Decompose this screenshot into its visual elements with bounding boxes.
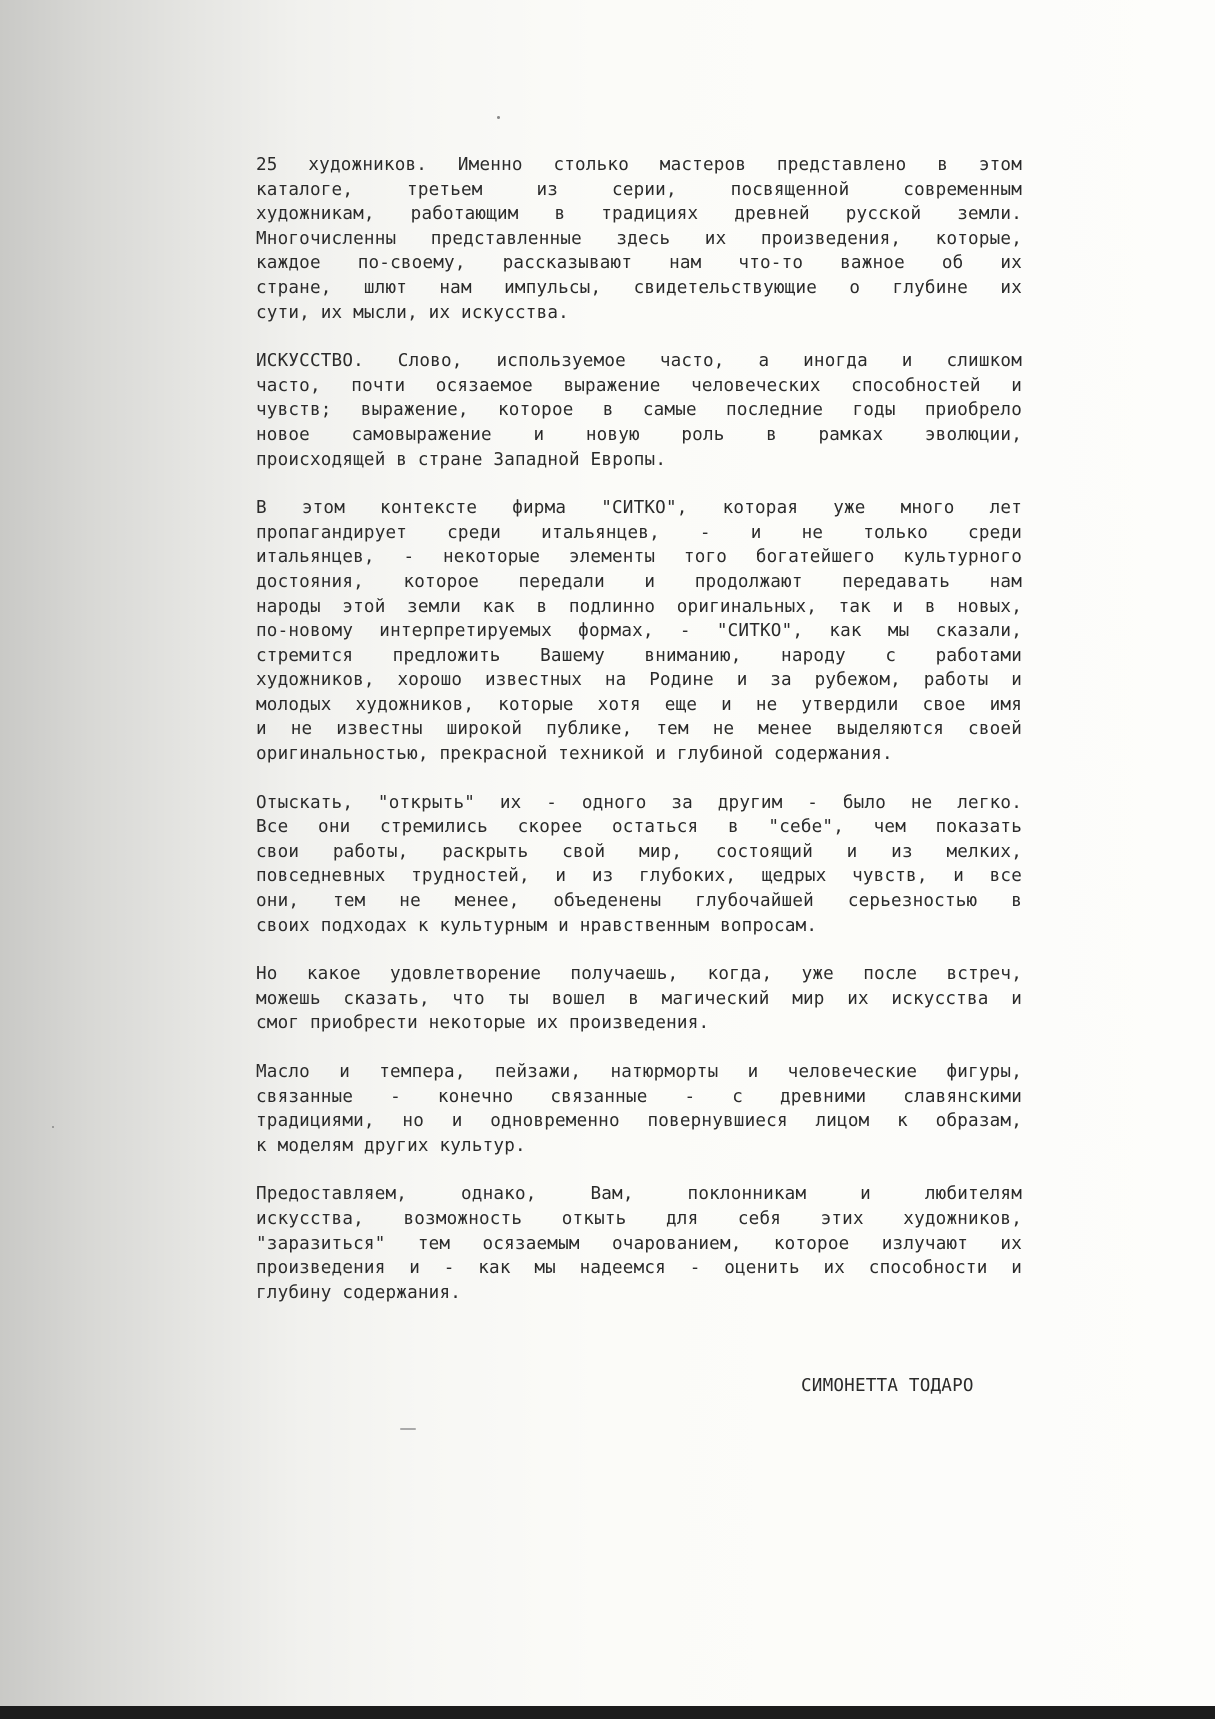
text-line: "заразиться" тем осязаемым очарованием, которое излучают их (256, 1233, 1022, 1254)
text-line: Масло и темпера, пейзажи, натюрморты и человеческие фигуры, (256, 1062, 1022, 1082)
text-line: и не известны широкой публике, тем не менее выделяются своей (256, 719, 1022, 740)
text-line: чувств; выражение, которое в самые последние годы приобрело (256, 400, 1022, 421)
text-line: народы этой земли как в подлинно оригинальных, так и в новых, (256, 596, 1022, 617)
text-line: 25 художников. Именно столько мастеров представлено в этом (256, 155, 1022, 175)
text-line: Все они стремились скорее остаться в "себе", чем показать (256, 817, 1022, 838)
signature: СИМОНЕТТА ТОДАРО (801, 1376, 974, 1396)
text-line: новое самовыражение и новую роль в рамках эволюции, (256, 424, 1022, 445)
text-line: произведения и - как мы надеемся - оценить их способности и (256, 1258, 1022, 1279)
text-line: молодых художников, которые хотя еще и не утвердили свое имя (256, 694, 1022, 715)
text-line: Но какое удовлетворение получаешь, когда, уже после встреч, (256, 964, 1022, 985)
text-line: к моделям других культур. (256, 1135, 526, 1156)
text-line: художников, хорошо известных на Родине и за рубежом, работы и (256, 670, 1022, 691)
text-line: В этом контексте фирма "СИТКО", которая уже много лет (256, 498, 1022, 519)
text-line: Предоставляем, однако, Вам, поклонникам и любителям (256, 1184, 1022, 1205)
text-line: традициями, но и одновременно повернувшиеся лицом к образам, (256, 1111, 1022, 1132)
text-line: они, тем не менее, объеденены глубочайшей серьезностью в (256, 891, 1022, 912)
text-line: часто, почти осязаемое выражение человеческих способностей и (256, 375, 1022, 396)
text-line: Многочисленны представленные здесь их произведения, которые, (256, 228, 1022, 249)
text-line: стремится предложить Вашему вниманию, народу с работами (256, 645, 1022, 666)
text-line: смог приобрести некоторые их произведения. (256, 1013, 710, 1034)
text-line: глубину содержания. (256, 1282, 462, 1303)
text-line: повседневных трудностей, и из глубоких, щедрых чувств, и все (256, 866, 1022, 887)
text-line: своих подходах к культурным и нравственным вопросам. (256, 915, 818, 936)
text-line: по-новому интерпретируемых формах, - "СИТКО", как мы сказали, (256, 621, 1022, 642)
paragraph (256, 962, 1022, 1036)
paragraph (256, 349, 1022, 472)
text-line: свои работы, раскрыть свой мир, состоящий и из мелких, (256, 841, 1022, 862)
text-line: каждое по-своему, рассказывают нам что-то важное об их (256, 253, 1022, 274)
text-line: ИСКУССТВО. Слово, используемое часто, а иногда и слишком (256, 351, 1022, 372)
paragraph (256, 153, 1022, 325)
paragraph (256, 1060, 1022, 1158)
scanner-edge (0, 1706, 1215, 1719)
text-line: можешь сказать, что ты вошел в магический мир их искусства и (256, 988, 1022, 1009)
text-line: итальянцев, - некоторые элементы того богатейшего культурного (256, 547, 1022, 568)
paragraph (256, 496, 1022, 767)
text-line: происходящей в стране Западной Европы. (256, 449, 667, 470)
text-line: художникам, работающим в традициях древней русской земли. (256, 204, 1022, 225)
text-line: каталоге, третьем из серии, посвященной современным (256, 179, 1022, 200)
text-line: оригинальностью, прекрасной техникой и глубиной содержания. (256, 744, 893, 765)
text-line: сути, их мысли, их искусства. (256, 302, 569, 323)
body-text (256, 153, 1022, 1329)
paragraph (256, 1182, 1022, 1305)
text-line: связанные - конечно связанные - с древними славянскими (256, 1086, 1022, 1107)
scan-speck (52, 1126, 54, 1128)
text-line: достояния, которое передали и продолжают передавать нам (256, 571, 1022, 592)
text-line: стране, шлют нам импульсы, свидетельствующие о глубине их (256, 277, 1022, 298)
scan-speck (400, 1428, 416, 1430)
paragraph (256, 791, 1022, 939)
text-line: Отыскать, "открыть" их - одного за другим - было не легко. (256, 792, 1022, 813)
scan-speck (497, 116, 500, 119)
text-line: искусства, возможность откыть для себя этих художников, (256, 1208, 1022, 1229)
text-line: пропагандирует среди итальянцев, - и не только среди (256, 522, 1022, 543)
